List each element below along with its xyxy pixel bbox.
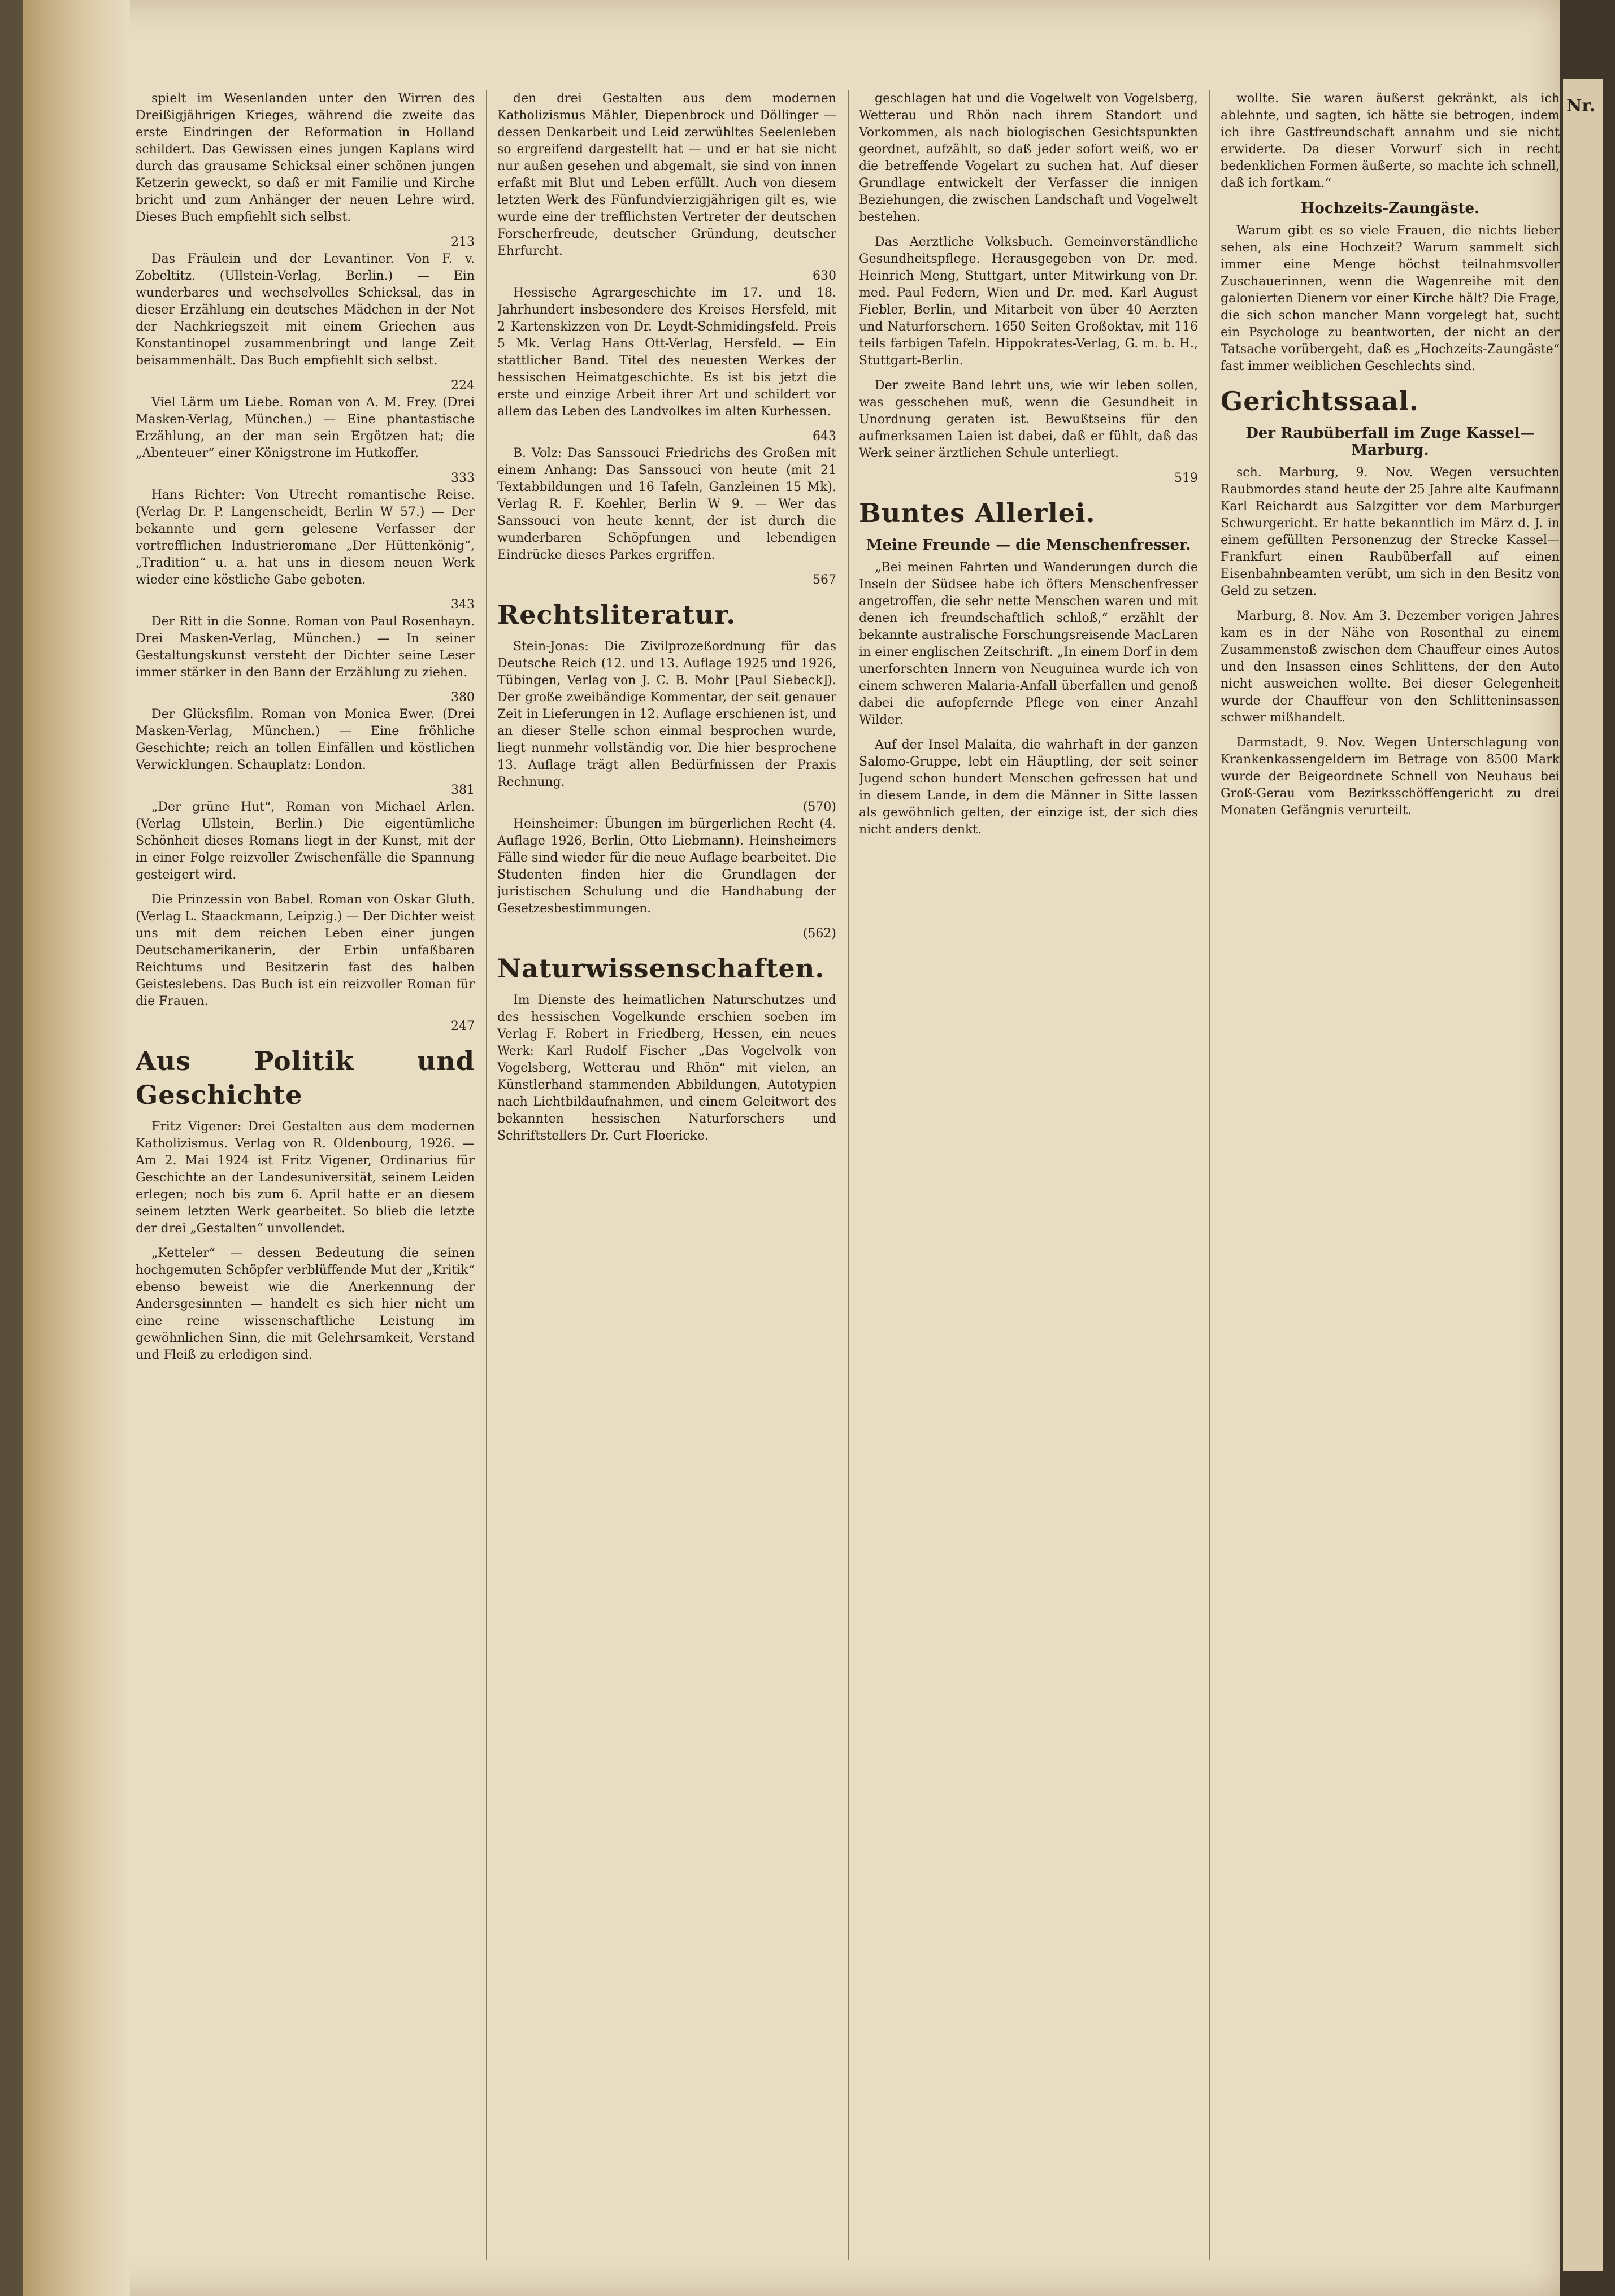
section-heading: Aus Politik und Geschichte (136, 1046, 475, 1110)
item-number: 519 (1174, 471, 1198, 485)
paragraph: spielt im Wesenlanden unter den Wirren des Dreißigjährigen Krieges, während die zweite das erste Eindringen der Reformation in Holland schildert. Das Gewissen eines jungen Kaplans wird durch das grausame Schicksal einer schönen jungen Ketzerin geweckt, so daß er mit Familie und Kirche bricht und zum Anhänger der neuen Lehre wird. Dieses Buch empfiehlt sich selbst. (136, 92, 475, 224)
article-title: Meine Freunde — die Menschenfresser. (866, 537, 1191, 554)
item-number: 247 (451, 1019, 475, 1033)
item-number: 630 (813, 269, 836, 283)
paragraph: „Der grüne Hut“, Roman von Michael Arlen. (Verlag Ullstein, Berlin.) Die eigentümliche Schönheit dieses Romans liegt in der Kunst, mit der in einer Folge reizvoller Zwischenfälle die Spannung gesteigert wird. (136, 800, 475, 882)
paragraph: Fritz Vigener: Drei Gestalten aus dem modernen Katholizismus. Verlag von R. Oldenbourg, 1926. — Am 2. Mai 1924 ist Fritz Vigener, Ordinarius für Geschichte an der Landesuniversität, seinem Leiden erlegen; noch bis zum 6. April hatte er an diesem seinem letzten Werk gearbeitet. So blieb die letzte der drei „Gestalten“ unvollendet. (136, 1120, 475, 1236)
section-heading: Naturwissenschaften. (497, 953, 825, 984)
item-number: (570) (802, 800, 836, 814)
paragraph: Darmstadt, 9. Nov. Wegen Unterschlagung von Krankenkassengeldern im Betrage von 8500 Mark wurde der Beigeordnete Schnell von Neuhaus bei Groß-Gerau vom Bezirksschöffengericht zu drei Monaten Gefängnis verurteilt. (1221, 736, 1560, 817)
paragraph: Stein-Jonas: Die Zivilprozeßordnung für das Deutsche Reich (12. und 13. Auflage 1925 und 1926, Tübingen, Verlag von J. C. B. Mohr [Paul Siebeck]). Der große zweibändige Kommentar, der seit genauer Zeit in Lieferungen in 12. Auflage erschienen ist, und an dieser Stelle schon einmal besprochen wurde, liegt nunmehr vollständig vor. Die hier besprochene 13. Auflage trägt allen Bedürfnissen der Praxis Rechnung. (497, 640, 836, 789)
column-rule (848, 90, 849, 2260)
paragraph: Hans Richter: Von Utrecht romantische Reise. (Verlag Dr. P. Langenscheidt, Berlin W 57.) — Der bekannte und gern gelesene Verfasser der vortrefflichen Industrieromane „Der Hüttenkönig“, „Tradition“ u. a. hat uns in diesem neuen Werk wieder eine köstliche Gabe geboten. (136, 488, 475, 587)
item-number: 381 (451, 783, 475, 797)
paragraph: Das Aerztliche Volksbuch. Gemeinverständliche Gesundheitspflege. Herausgegeben von Dr. med. Heinrich Meng, Stuttgart, unter Mitwirkung von Dr. med. Paul Federn, Wien und Dr. med. Karl August Fiebler, Berlin, und Mitarbeit von über 40 Aerzten und Naturforschern. 1650 Seiten Großoktav, mit 116 teils farbigen Tafeln. Hippokrates-Verlag, G. m. b. H., Stuttgart-Berlin. (859, 235, 1198, 368)
item-number: 213 (451, 235, 475, 249)
adjacent-page-label: Nr. (1566, 96, 1595, 116)
text-columns (136, 90, 1560, 2271)
column-3 (859, 90, 1198, 2260)
item-number: 343 (451, 598, 475, 612)
page-binding (23, 0, 130, 2296)
paragraph: sch. Marburg, 9. Nov. Wegen versuchten Raubmordes stand heute der 25 Jahre alte Kaufmann Karl Reichardt aus Salzgitter vor dem Marburger Schwurgericht. Er hatte bekanntlich im März d. J. in einem gefüllten Personenzug der Strecke Kassel—Frankfurt einen Raubüberfall auf einen Eisenbahnbeamten verübt, um sich in den Besitz von Geld zu setzen. (1221, 466, 1560, 598)
column-1 (136, 90, 475, 2260)
paragraph: Die Prinzessin von Babel. Roman von Oskar Gluth. (Verlag L. Staackmann, Leipzig.) — Der Dichter weist uns mit dem reichen Leben einer jungen Deutschamerikanerin, der Erbin unfaßbaren Reichtums und Besitzerin fast des halben Geisteslebens. Das Buch ist ein reizvoller Roman für die Frauen. (136, 893, 475, 1008)
paragraph: Der zweite Band lehrt uns, wie wir leben sollen, was gesschehen muß, wenn die Gesundheit in Unordnung geraten ist. Bewußtseins für den aufmerksamen Laien ist dabei, daß er fühlt, daß das Werk seiner ärztlichen Schule unterliegt. (859, 379, 1198, 460)
paragraph: Auf der Insel Malaita, die wahrhaft in der ganzen Salomo-Gruppe, lebt ein Häuptling, der seit seiner Jugend schon hundert Menschen gefressen hat und in diesem Lande, in dem die Männer in Sitte lassen als gewöhnlich gelten, der einzige ist, der sich dies nicht anders denkt. (859, 738, 1198, 837)
column-2 (497, 90, 836, 2260)
item-number: 567 (813, 573, 836, 587)
item-number: 643 (813, 429, 836, 443)
paragraph: geschlagen hat und die Vogelwelt von Vogelsberg, Wetterau und Rhön nach ihrem Standort und Vorkommen, als nach biologischen Gesichtspunkten geordnet, aufzählt, so daß jeder sofort weiß, wo er die betreffende Vogelart zu suchen hat. Auf dieser Grundlage entwickelt der Verfasser die innigen Beziehungen, die zwischen Landschaft und Vogelwelt bestehen. (859, 92, 1198, 224)
adjacent-page-edge (1560, 0, 1615, 2296)
paragraph: wollte. Sie waren äußerst gekränkt, als ich ablehnte, und sagten, ich hätte sie betrogen, indem ich ihre Gastfreundschaft annahm und sie nicht erwiderte. Da dieser Vorwurf sich in recht bedenklichen Formen äußerte, so machte ich schnell, daß ich fortkam.“ (1221, 92, 1560, 190)
paragraph: Im Dienste des heimatlichen Naturschutzes und des hessischen Vogelkunde erschien soeben im Verlag F. Robert in Friedberg, Hessen, ein neues Werk: Karl Rudolf Fischer „Das Vogelvolk von Vogelsberg, Wetterau und Rhön“ mit vielen, an Künstlerhand stammenden Abbildungen, Autotypien nach Lichtbildaufnahmen, und einem Geleitwort des bekannten hessischen Naturforschers und Schriftstellers Dr. Curt Floericke. (497, 993, 836, 1143)
paragraph: Viel Lärm um Liebe. Roman von A. M. Frey. (Drei Masken-Verlag, München.) — Eine phantastische Erzählung, an der man sein Ergötzen hat; die „Abenteuer“ einer Königstrone im Hutkoffer. (136, 395, 475, 460)
paragraph: Marburg, 8. Nov. Am 3. Dezember vorigen Jahres kam es in der Nähe von Rosenthal zu einem Zusammenstoß zwischen dem Chauffeur eines Autos und den Insassen eines Schlittens, der den Auto nicht ausweichen wollte. Bei dieser Gelegenheit wurde der Chauffeur von den Schlitteninsassen schwer mißhandelt. (1221, 609, 1560, 725)
paragraph: Hessische Agrargeschichte im 17. und 18. Jahrhundert insbesondere des Kreises Hersfeld, mit 2 Kartenskizzen von Dr. Leydt-Schmidingsfeld. Preis 5 Mk. Verlag Hans Ott-Verlag, Hersfeld. — Ein stattlicher Band. Titel des neuesten Werkes der hessischen Heimatgeschichte. Es ist bis jetzt die erste und einzige Arbeit ihrer Art und schildert vor allem das Leben des Landvolkes im alten Kurhessen. (497, 286, 836, 419)
paragraph: „Bei meinen Fahrten und Wanderungen durch die Inseln der Südsee habe ich öfters Menschenfresser angetroffen, die sehr nette Menschen waren und mit denen ich freundschaftlich schloß,“ erzählt der bekannte australische Forschungsreisende MacLaren in einer englischen Zeitschrift. „In einem Dorf in dem unerforschten Innern von Neuguinea wurde ich von einem schweren Malaria-Anfall überfallen und genoß dabei die aufopfernde Pflege von einer Anzahl Wilder. (859, 560, 1198, 727)
section-heading: Gerichtssaal. (1221, 386, 1419, 416)
adjacent-page-leaf (1563, 79, 1603, 2271)
article-title: Der Raubüberfall im Zuge Kassel—Marburg. (1245, 425, 1535, 459)
paragraph: Das Fräulein und der Levantiner. Von F. v. Zobeltitz. (Ullstein-Verlag, Berlin.) — Ein wunderbares und wechselvolles Schicksal, das in dieser Erzählung ein deutsches Mädchen in der Not der Nachkriegszeit mit einem Griechen aus Konstantinopel zusammenbringt und lange Zeit beisammenhält. Das Buch empfiehlt sich selbst. (136, 252, 475, 368)
paragraph: Warum gibt es so viele Frauen, die nichts lieber sehen, als eine Hochzeit? Warum sammelt sich immer eine Menge höchst teilnahmsvoller Zuschauerinnen, wenn die Wagenreihe mit den galonierten Dienern vor einer Kirche hält? Die Frage, die sich schon mancher Mann vorgelegt hat, sucht ein Psychologe zu beantworten, der nicht an der Tatsache vorübergeht, daß es „Hochzeits-Zaungäste“ fast immer weiblichen Geschlechts sind. (1221, 224, 1560, 373)
item-number: 333 (451, 471, 475, 485)
column-4 (1221, 90, 1560, 2260)
section-heading: Rechtsliteratur. (497, 599, 736, 630)
paragraph: „Ketteler“ — dessen Bedeutung die seinen hochgemuten Schöpfer verblüffende Mut der „Kritik“ ebenso beweist wie die Anerkennung der Andersgesinnten — handelt es sich hier nicht um eine reine wissenschaftliche Leistung im gewöhnlichen Sinn, die mit Gelehrsamkeit, Verstand und Fleiß zu erledigen sind. (136, 1246, 475, 1362)
item-number: 224 (451, 379, 475, 393)
article-title: Hochzeits-Zaungäste. (1300, 200, 1480, 217)
section-heading: Buntes Allerlei. (859, 498, 1096, 528)
item-number: (562) (802, 927, 836, 941)
column-rule (486, 90, 487, 2260)
paragraph: Der Ritt in die Sonne. Roman von Paul Rosenhayn. Drei Masken-Verlag, München.) — In seiner Gestaltungskunst versteht der Dichter seine Leser immer stärker in den Bann der Erzählung zu ziehen. (136, 615, 475, 680)
paragraph: B. Volz: Das Sanssouci Friedrichs des Großen mit einem Anhang: Das Sanssouci von heute (mit 21 Textabbildungen und 16 Tafeln, Ganzleinen 15 Mk). Verlag R. F. Koehler, Berlin W 9. — Wer das Sanssouci von heute kennt, der ist durch die wunderbaren Schöpfungen und lebendigen Eindrücke dieses Parkes ergriffen. (497, 446, 836, 562)
paragraph: den drei Gestalten aus dem modernen Katholizismus Mähler, Diepenbrock und Döllinger — dessen Denkarbeit und Leid zerwühltes Seelenleben so ergreifend dargestellt hat — und er hat sie nicht nur außen gesehen und abgemalt, sie sind von innen erfaßt mit Blut und Leben erfüllt. Auch von diesem letzten Werk des Fünfundvierzigjährigen gilt es, wie wurde eine der trefflichsten Vertreter der deutschen Forscherfreude, deutscher Gründung, deutscher Ehrfurcht. (497, 92, 836, 258)
item-number: 380 (451, 690, 475, 705)
paragraph: Heinsheimer: Übungen im bürgerlichen Recht (4. Auflage 1926, Berlin, Otto Liebmann). Heinsheimers Fälle sind wieder für die neue Auflage bearbeitet. Die Studenten finden hier die Grundlagen der juristischen Schulung und die Handhabung der Gesetzesbestimmungen. (497, 817, 836, 916)
newspaper-page (23, 0, 1560, 2296)
paragraph: Der Glücksfilm. Roman von Monica Ewer. (Drei Masken-Verlag, München.) — Eine fröhliche Geschichte; reich an tollen Einfällen und köstlichen Verwicklungen. Schauplatz: London. (136, 707, 475, 772)
column-rule (1209, 90, 1210, 2260)
